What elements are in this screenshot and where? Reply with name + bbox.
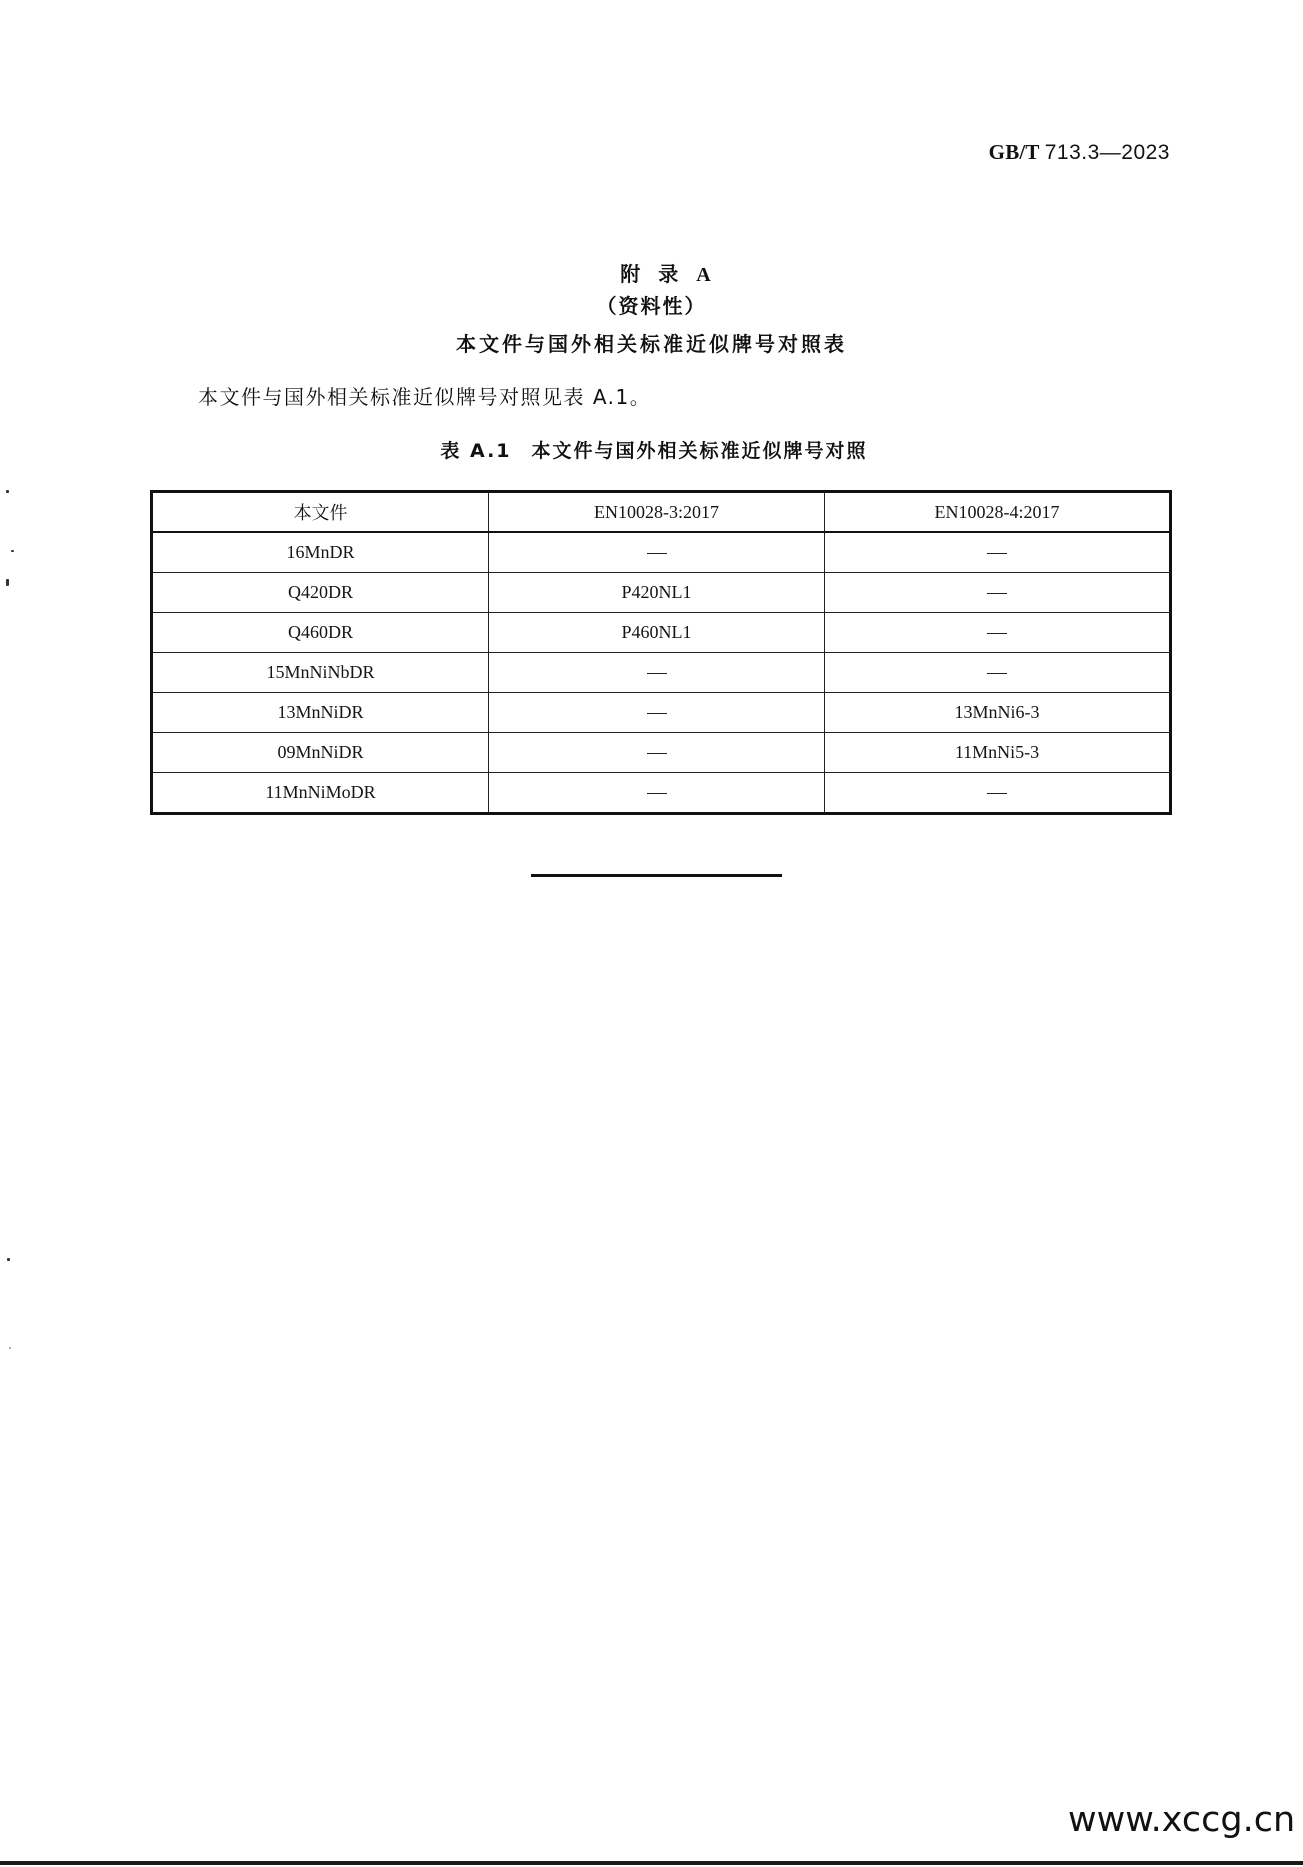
standard-prefix: GB/T bbox=[988, 140, 1040, 164]
scan-speck bbox=[6, 490, 9, 493]
cell-en10028-4: 11MnNi5-3 bbox=[825, 733, 1171, 773]
dash-placeholder bbox=[647, 713, 667, 714]
dash-placeholder bbox=[987, 633, 1007, 634]
table-row bbox=[152, 773, 1171, 814]
cell-this-document: 13MnNiDR bbox=[152, 693, 489, 733]
table-row bbox=[152, 532, 1171, 573]
table-row bbox=[152, 653, 1171, 693]
cell-en10028-4 bbox=[825, 573, 1171, 613]
dash-placeholder bbox=[647, 673, 667, 674]
scan-speck bbox=[7, 1258, 10, 1261]
column-header-en10028-3: EN10028-3:2017 bbox=[489, 492, 825, 533]
cell-this-document: 16MnDR bbox=[152, 532, 489, 573]
table-row bbox=[152, 573, 1171, 613]
dash-placeholder bbox=[647, 793, 667, 794]
table-row bbox=[152, 693, 1171, 733]
cell-en10028-3 bbox=[489, 532, 825, 573]
scan-speck bbox=[9, 1347, 11, 1349]
dash-placeholder bbox=[647, 753, 667, 754]
dash-placeholder bbox=[647, 553, 667, 554]
watermark-url: www.xccg.cn bbox=[1068, 1800, 1296, 1840]
cell-en10028-3 bbox=[489, 693, 825, 733]
table-row bbox=[152, 733, 1171, 773]
dash-placeholder bbox=[987, 793, 1007, 794]
cell-en10028-3 bbox=[489, 653, 825, 693]
grade-comparison-table bbox=[150, 490, 1172, 815]
cell-en10028-4: 13MnNi6-3 bbox=[825, 693, 1171, 733]
grade-comparison-table-container bbox=[150, 490, 1169, 815]
bottom-edge-bar bbox=[0, 1861, 1303, 1865]
table-caption-id: 表 A.1 bbox=[440, 440, 512, 462]
table-row bbox=[152, 613, 1171, 653]
dash-placeholder bbox=[987, 593, 1007, 594]
cell-en10028-3: P460NL1 bbox=[489, 613, 825, 653]
annex-letter: A bbox=[696, 264, 711, 286]
end-of-document-rule bbox=[531, 874, 782, 877]
cell-en10028-3 bbox=[489, 733, 825, 773]
scan-speck bbox=[6, 579, 9, 586]
cell-en10028-4 bbox=[825, 532, 1171, 573]
annex-title: 本文件与国外相关标准近似牌号对照表 bbox=[456, 332, 847, 356]
column-header-en10028-4: EN10028-4:2017 bbox=[825, 492, 1171, 533]
cell-en10028-3: P420NL1 bbox=[489, 573, 825, 613]
annex-type: （资料性） bbox=[596, 294, 707, 318]
cell-this-document: Q420DR bbox=[152, 573, 489, 613]
cell-en10028-4 bbox=[825, 653, 1171, 693]
scan-speck bbox=[11, 550, 14, 552]
cell-this-document: Q460DR bbox=[152, 613, 489, 653]
cell-this-document: 09MnNiDR bbox=[152, 733, 489, 773]
cell-this-document: 11MnNiMoDR bbox=[152, 773, 489, 814]
table-caption bbox=[0, 436, 1303, 463]
standard-number: 713.3—2023 bbox=[1044, 141, 1170, 164]
cell-en10028-4 bbox=[825, 773, 1171, 814]
cell-en10028-4 bbox=[825, 613, 1171, 653]
cell-en10028-3 bbox=[489, 773, 825, 814]
table-header-row bbox=[152, 492, 1171, 533]
annex-label-char-1: 附 bbox=[620, 262, 659, 286]
annex-label bbox=[0, 258, 1303, 287]
intro-paragraph: 本文件与国外相关标准近似牌号对照见表 A.1。 bbox=[198, 385, 652, 409]
column-header-this-document: 本文件 bbox=[152, 492, 489, 533]
dash-placeholder bbox=[987, 673, 1007, 674]
table-caption-title: 本文件与国外相关标准近似牌号对照 bbox=[531, 440, 868, 462]
standard-code bbox=[978, 140, 1170, 165]
cell-this-document: 15MnNiNbDR bbox=[152, 653, 489, 693]
annex-label-char-2: 录 bbox=[658, 262, 697, 286]
dash-placeholder bbox=[987, 553, 1007, 554]
